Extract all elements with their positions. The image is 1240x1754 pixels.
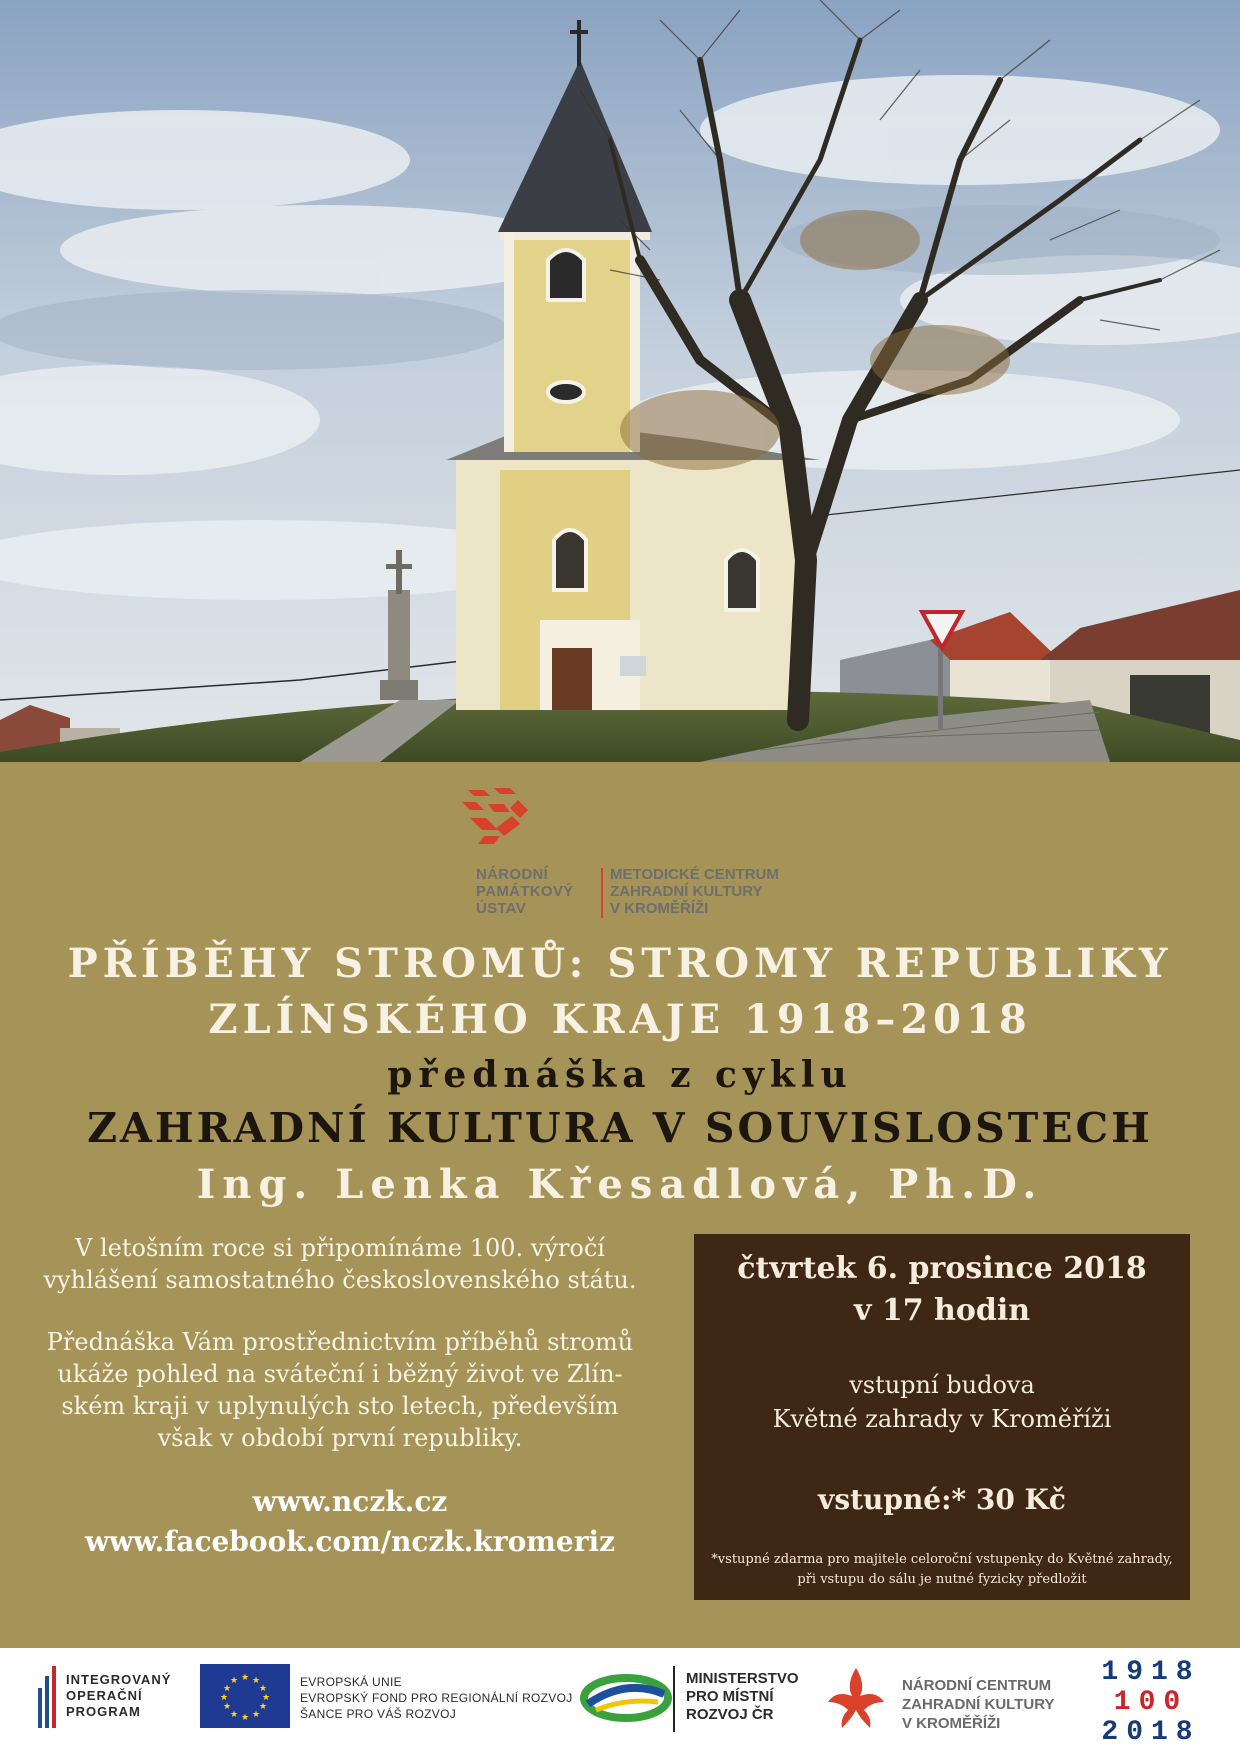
eu-flag-icon — [200, 1664, 290, 1728]
npu-diamond-logo-icon — [458, 786, 530, 846]
info-panel — [0, 762, 1240, 1648]
npu-name-line: ÚSTAV — [476, 900, 527, 917]
eu-line: ŠANCE PRO VÁŠ ROZVOJ — [300, 1707, 457, 1721]
op-line: OPERAČNÍ — [66, 1688, 143, 1703]
op-line: PROGRAM — [66, 1704, 141, 1719]
npu-divider — [601, 868, 603, 918]
svg-text:★: ★ — [240, 1673, 250, 1683]
nczk-line: NÁRODNÍ CENTRUM — [902, 1677, 1052, 1694]
centenary-badge — [1086, 1658, 1216, 1748]
links — [30, 1482, 670, 1562]
description-line: však v období první republiky. — [157, 1424, 523, 1452]
svg-text:★: ★ — [219, 1693, 229, 1703]
mmr-line-text: ROZVOJ ČR — [686, 1706, 774, 1723]
event-time: v 17 hodin — [853, 1293, 1031, 1328]
svg-text:★: ★ — [222, 1702, 232, 1712]
npu-centre-line: METODICKÉ CENTRUM — [610, 866, 779, 883]
nczk-logo-text — [902, 1676, 1054, 1733]
npu-name-line: NÁRODNÍ — [476, 866, 549, 883]
npu-centre-name — [610, 866, 800, 917]
npu-centre-line: ZAHRADNÍ KULTURY — [610, 883, 763, 900]
event-price: vstupné:* 30 Kč — [818, 1483, 1066, 1516]
description-line: V letošním roce si připomínáme 100. výročí — [75, 1234, 605, 1262]
title-line-1: PŘÍBĚHY STROMŮ: STROMY REPUBLIKY — [67, 940, 1173, 987]
svg-text:★: ★ — [258, 1702, 268, 1712]
event-date-time — [694, 1248, 1190, 1332]
description-line: Přednáška Vám prostřednictvím příběhů stromů — [46, 1328, 634, 1356]
description-line: ukáže pohled na sváteční i běžný život ve Zlín- — [57, 1360, 623, 1388]
subtitle-lecture: přednáška z cyklu — [387, 1054, 853, 1096]
eu-line: EVROPSKÝ FOND PRO REGIONÁLNÍ ROZVOJ — [300, 1691, 573, 1705]
eu-logo-text — [300, 1674, 573, 1722]
svg-text:★: ★ — [229, 1676, 239, 1686]
mmr-swoosh-icon — [578, 1668, 674, 1728]
church-photo-illustration — [0, 0, 1240, 762]
svg-text:★: ★ — [240, 1713, 250, 1723]
nczk-line: ZAHRADNÍ KULTURY — [902, 1696, 1055, 1713]
event-price-note: *vstupné zdarma pro majitele celoroční vstupenky do Květné zahrady, při vstupu do sálu je nutné fyzicky předložit — [711, 1552, 1173, 1587]
svg-text:★: ★ — [261, 1693, 271, 1703]
year-end: 2018 — [1101, 1717, 1201, 1748]
facebook-link[interactable]: www.facebook.com/nczk.kromeriz — [85, 1525, 615, 1558]
event-place-line: vstupní budova — [849, 1371, 1035, 1399]
description-line: vyhlášení samostatného československého státu. — [43, 1266, 637, 1294]
event-place-line: Květné zahrady v Kroměříži — [772, 1405, 1112, 1433]
mmr-logo-text — [686, 1670, 799, 1724]
op-bars-icon — [38, 1666, 56, 1728]
mmr-line-text: MINISTERSTVO — [686, 1670, 799, 1687]
year-centenary: 100 — [1113, 1687, 1189, 1718]
series-name: ZAHRADNÍ KULTURA V SOUVISLOSTECH — [87, 1104, 1153, 1152]
svg-text:★: ★ — [258, 1684, 268, 1694]
svg-text:★: ★ — [229, 1710, 239, 1720]
nczk-lily-icon — [820, 1662, 892, 1734]
eu-line: EVROPSKÁ UNIE — [300, 1675, 402, 1689]
npu-logo — [458, 786, 788, 917]
title-line-2: ZLÍNSKÉHO KRAJE 1918–2018 — [208, 996, 1032, 1043]
npu-name — [476, 866, 596, 917]
description — [30, 1232, 650, 1454]
npu-name-line: PAMÁTKOVÝ — [476, 883, 574, 900]
year-start: 1918 — [1101, 1657, 1201, 1688]
mmr-line-text: PRO MÍSTNÍ — [686, 1688, 774, 1705]
event-date: čtvrtek 6. prosince 2018 — [737, 1251, 1147, 1286]
description-line: ském kraji v uplynulých sto letech, především — [61, 1392, 619, 1420]
poster-title — [0, 936, 1240, 1214]
svg-text:★: ★ — [222, 1684, 232, 1694]
sponsor-footer — [0, 1648, 1240, 1754]
event-place — [694, 1368, 1190, 1436]
svg-text:★: ★ — [251, 1710, 261, 1720]
mmr-divider — [673, 1666, 675, 1732]
svg-text:★: ★ — [251, 1676, 261, 1686]
op-line: INTEGROVANÝ — [66, 1672, 172, 1687]
nczk-line: V KROMĚŘÍŽI — [902, 1715, 1001, 1732]
op-logo-text — [66, 1672, 171, 1720]
church-photo — [0, 0, 1240, 762]
npu-centre-line: V KROMĚŘÍŽI — [610, 900, 709, 917]
website-link[interactable]: www.nczk.cz — [252, 1485, 448, 1518]
speaker-name: Ing. Lenka Křesadlová, Ph.D. — [196, 1161, 1044, 1208]
event-details — [694, 1234, 1190, 1600]
